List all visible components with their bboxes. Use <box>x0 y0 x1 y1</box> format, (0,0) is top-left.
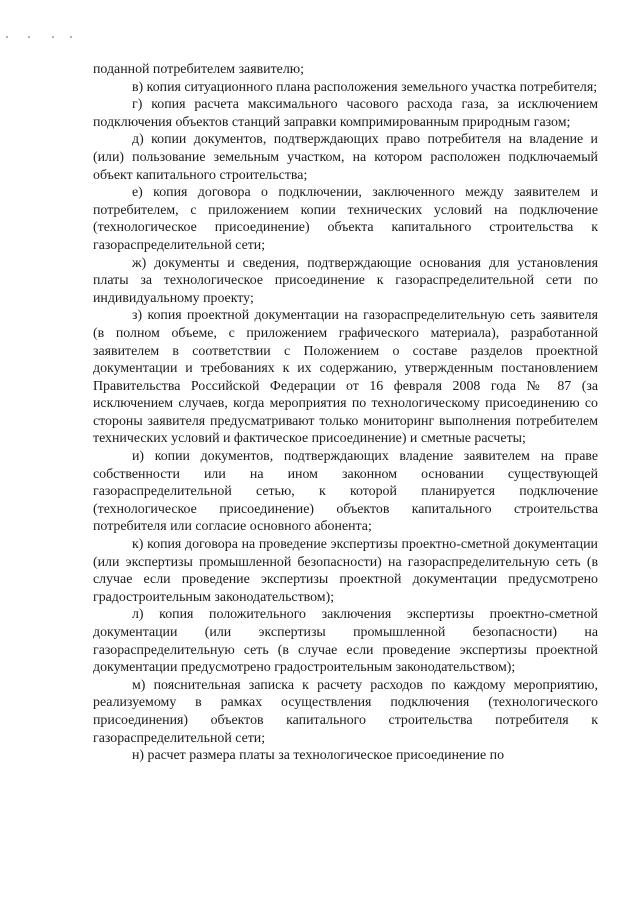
paragraph-item-m: м) пояснительная записка к расчету расходов по каждому мероприятию, реализуемому в рамках осуществления подключения (технологического присоединения) объектов капитального строительства потребителя к газораспределительной сети; <box>93 677 598 746</box>
paragraph-item-i: и) копии документов, подтверждающих владение заявителем на праве собственности или на ином законном основании существующей газораспределительной сетью, к которой планируется подключение (технологическое присоединение) объектов капитального строительства потребителя или согласие основного абонента; <box>93 449 598 535</box>
paragraph-item-l: л) копия положительного заключения экспертизы проектно-сметной документации (или экспертизы промышленной безопасности) на газораспределительную сеть (в случае если проведение экспертизы проектной документации предусмотрено градостроительным законодательством); <box>93 607 598 676</box>
paragraph-continuation: поданной потребителем заявителю; <box>93 62 305 77</box>
paragraph-item-d: д) копии документов, подтверждающих право потребителя на владение и (или) пользование земельным участком, на котором расположен подключаемый объект капитального строительства; <box>93 132 598 183</box>
scan-artifact <box>6 36 76 39</box>
paragraph-item-k: к) копия договора на проведение экспертизы проектно-сметной документации (или экспертизы промышленной безопасности) на газораспределительную сеть (в случае если проведение экспертизы проектной документации предусмотрено градостроительным законодательством); <box>93 537 598 605</box>
paragraph-item-z: з) копия проектной документации на газораспределительную сеть заявителя (в полном объеме, с приложением графического материала), разработанной заявителем в соответствии с Положением о составе разделов проектной документации и требованиях к их содержанию, утвержденным постановлением Правительства Российской Федерации от 16 февраля 2008 года № 87 (за исключением случаев, когда мероприятия по технологическому присоединению со стороны заявителя предусматривают только мониторинг выполнения потребителем технических условий и фактическое присоединение) и сметные расчеты; <box>93 308 598 447</box>
paragraph-item-g: г) копия расчета максимального часового расхода газа, за исключением подключения объектов станций заправки компримированным природным газом; <box>93 97 598 130</box>
paragraph-item-n: н) расчет размера платы за технологическое присоединение по <box>132 748 505 764</box>
paragraph-item-v: в) копия ситуационного плана расположения земельного участка потребителя; <box>132 79 598 95</box>
document-page <box>93 61 598 765</box>
paragraph-item-zh: ж) документы и сведения, подтверждающие основания для установления платы за технологическое присоединение к газораспределительной сети по индивидуальному проекту; <box>93 255 598 306</box>
paragraph-item-e: е) копия договора о подключении, заключенного между заявителем и потребителем, с приложением копии технических условий на подключение (технологическое присоединение) объекта капитального строительства к газораспределительной сети; <box>93 185 598 253</box>
